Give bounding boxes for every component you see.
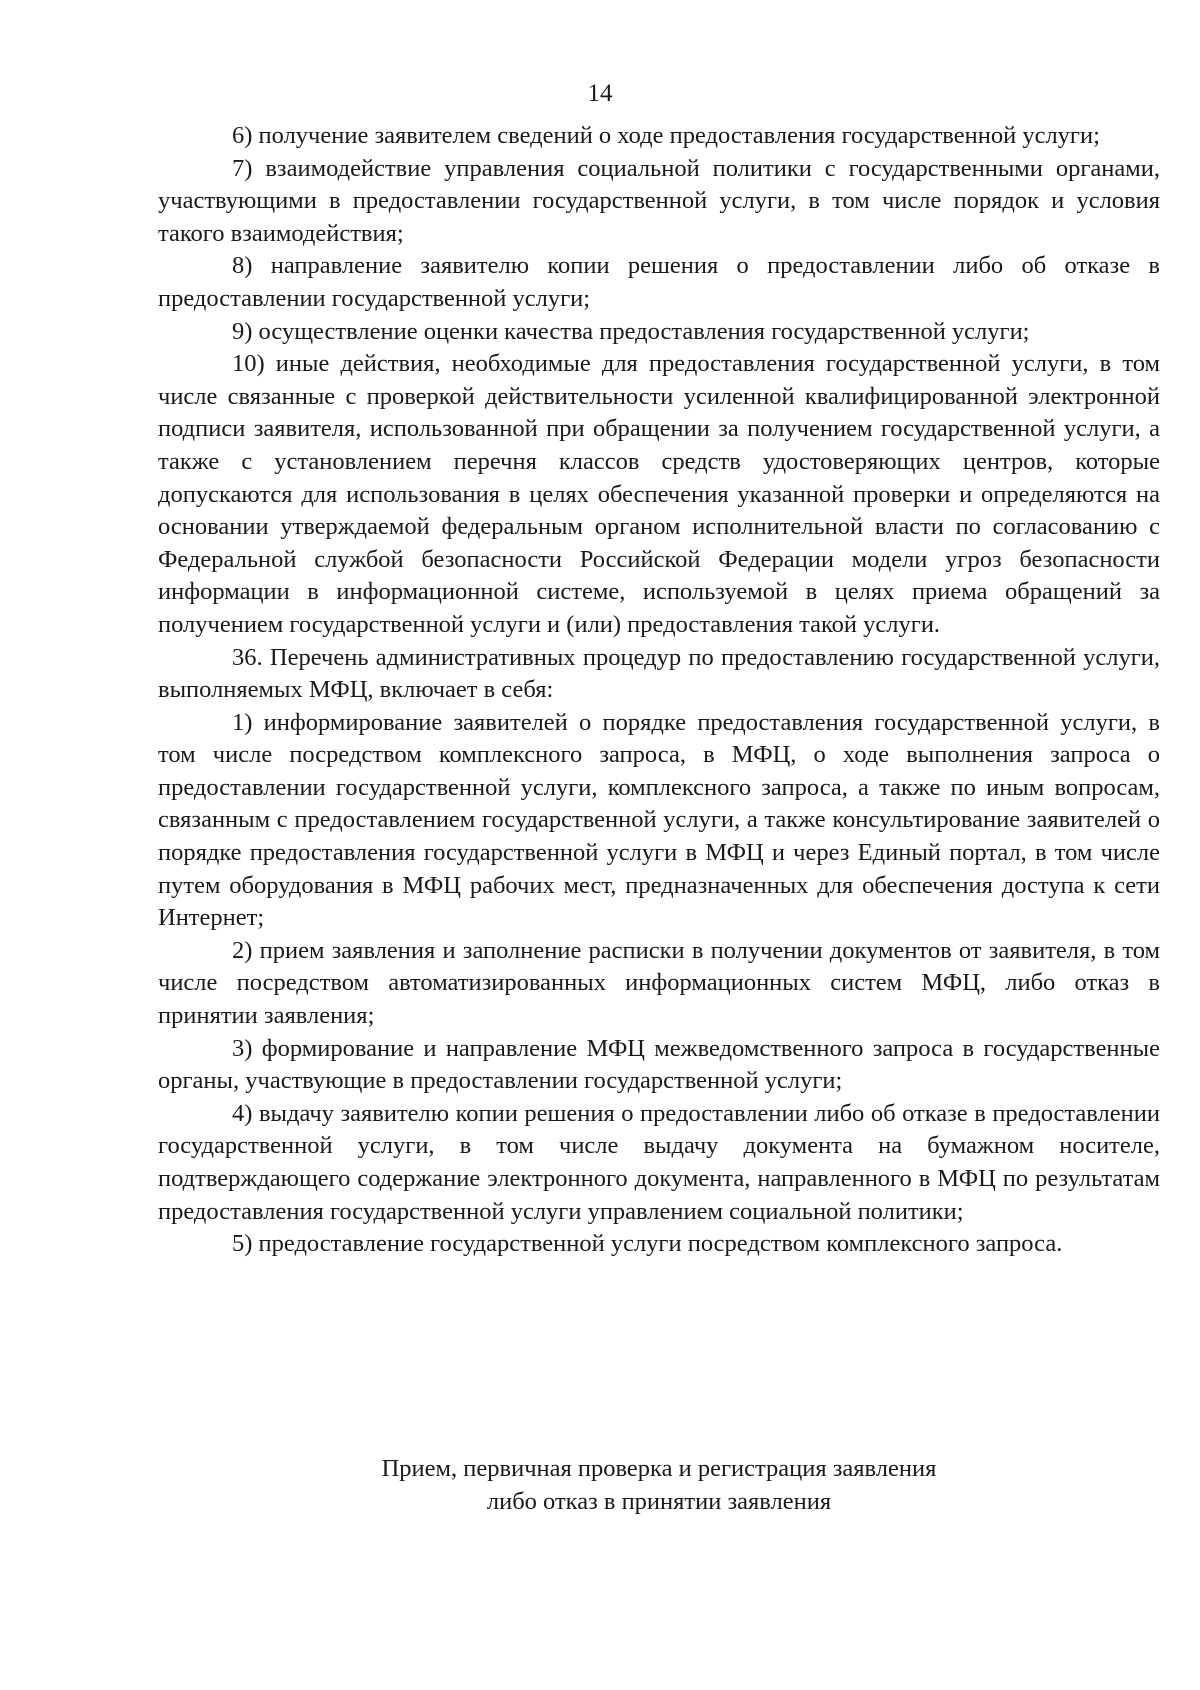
paragraph-mfc-item-4: 4) выдачу заявителю копии решения о предоставлении либо об отказе в предоставлении государственной услуги, в том числе выдачу документа на бумажном носителе, подтверждающего содержание электронного документа, направленного в МФЦ по результатам предоставления государственной услуги управлением социальной политики; — [158, 1099, 1160, 1225]
paragraph-item-8: 8) направление заявителю копии решения о предоставлении либо об отказе в предоставлении государственной услуги; — [158, 252, 1160, 312]
paragraph-item-6: 6) получение заявителем сведений о ходе предоставления государственной услуги; — [232, 122, 1100, 149]
section-heading — [158, 1453, 1160, 1518]
paragraph-mfc-item-3: 3) формирование и направление МФЦ межведомственного запроса в государственные органы, участвующие в предоставлении государственной услуги; — [158, 1034, 1160, 1095]
paragraph-item-10: 10) иные действия, необходимые для предоставления государственной услуги, в том числе связанные с проверкой действительности усиленной квалифицированной электронной подписи заявителя, использованной при обращении за получением государственной услуги, а также с установлением перечня классов средств удостоверяющих центров, которые допускаются для использования в целях обеспечения указанной проверки и определяются на основании утверждаемой федеральным органом исполнительной власти по согласованию с Федеральной службой безопасности Российской Федерации модели угроз безопасности информации в информационной системе, используемой в целях приема обращений за получением государственной услуги и (или) предоставления такой услуги. — [158, 350, 1160, 638]
paragraph-mfc-item-2: 2) прием заявления и заполнение расписки в получении документов от заявителя, в том числе посредством автоматизированных информационных систем МФЦ, либо отказ в принятии заявления; — [158, 936, 1160, 1030]
paragraph-mfc-item-1: 1) информирование заявителей о порядке предоставления государственной услуги, в том числе посредством комплексного запроса, в МФЦ, о ходе выполнения запроса о предоставлении государственной услуги, комплексного запроса, а также по иным вопросам, связанным с предоставлением государственной услуги, а также консультирование заявителей о порядке предоставления государственной услуги в МФЦ и через Единый портал, в том числе путем оборудования в МФЦ рабочих мест, предназначенных для обеспечения доступа к сети Интернет; — [158, 708, 1160, 932]
paragraph-mfc-item-5: 5) предоставление государственной услуги посредством комплексного запроса. — [232, 1230, 1063, 1258]
paragraph-clause-36: 36. Перечень административных процедур по предоставлению государственной услуги, выполняемых МФЦ, включает в себя: — [158, 643, 1160, 704]
document-body — [158, 120, 1160, 1261]
section-heading-line-1: Прием, первичная проверка и регистрация заявления — [381, 1455, 937, 1482]
page-number: 14 — [587, 80, 613, 107]
section-heading-line-2: либо отказ в принятии заявления — [486, 1487, 832, 1515]
paragraph-item-7: 7) взаимодействие управления социальной политики с государственными органами, участвующими в предоставлении государственной услуги, в том числе порядок и условия такого взаимодействия; — [158, 154, 1160, 247]
paragraph-item-9: 9) осуществление оценки качества предоставления государственной услуги; — [232, 317, 1030, 345]
